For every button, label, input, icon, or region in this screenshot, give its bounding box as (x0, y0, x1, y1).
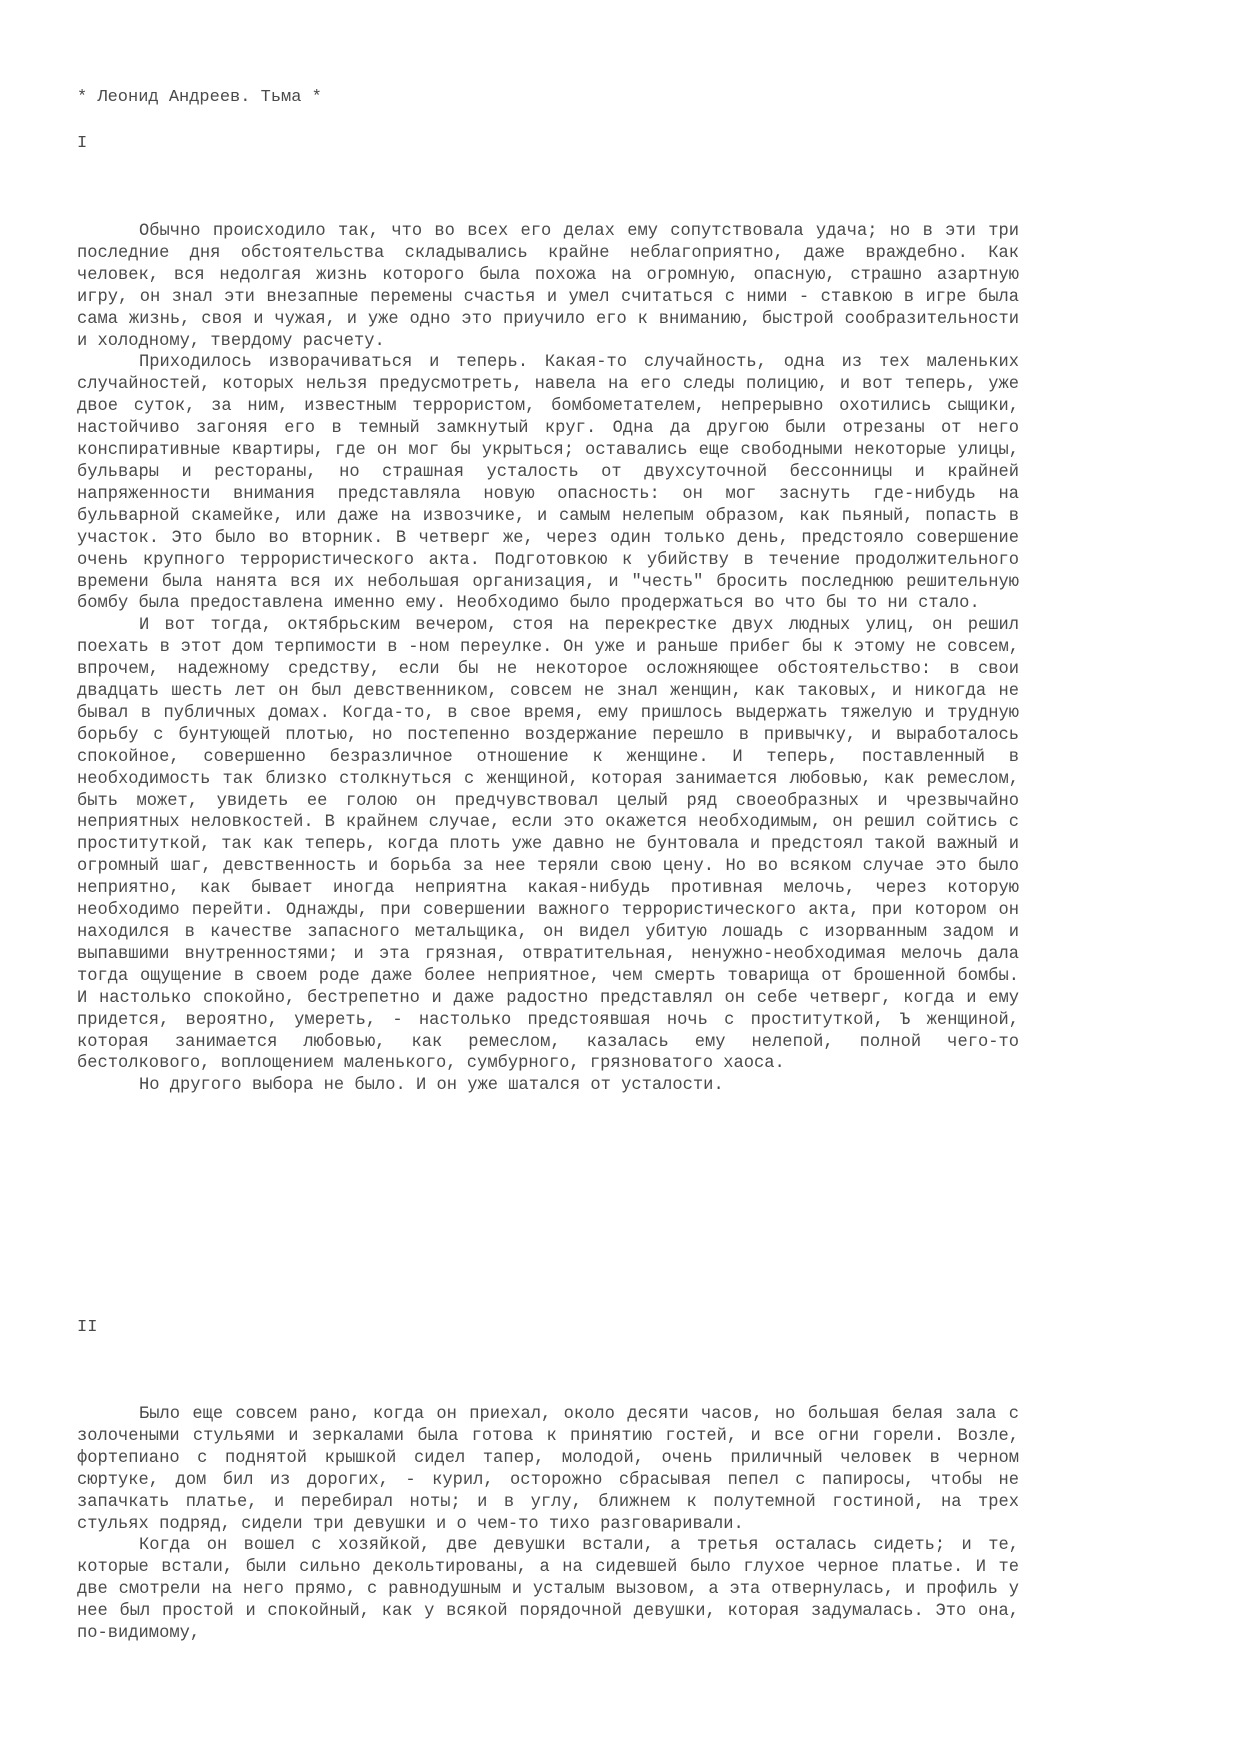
paragraph: Приходилось изворачиваться и теперь. Какая-то случайность, одна из тех маленьких случайностей, которых нельзя предусмотреть, навела на его следы полицию, и вот теперь, уже двое суток, за ним, известным террористом, бомбометателем, непрерывно охотились сыщики, настойчиво загоняя его в темный замкнутый круг. Одна да другою были отрезаны от него конспиративные квартиры, где он мог бы укрыться; оставались еще свободными некоторые улицы, бульвары и рестораны, но страшная усталость от двухсуточной бессонницы и крайней напряженности внимания представляла новую опасность: он мог заснуть где-нибудь на бульварной скамейке, или даже на извозчике, и самым нелепым образом, как пьяный, попасть в участок. Это было во вторник. В четверг же, через один только день, предстояло совершение очень крупного террористического акта. Подготовкою к убийству в течение продолжительного времени была нанята вся их небольшая организация, и "честь" бросить последнюю решительную бомбу была предоставлена именно ему. Необходимо было продержаться во что бы то ни стало. (77, 353, 1019, 614)
chapter-heading-1: I (77, 134, 88, 153)
paragraph: И вот тогда, октябрьским вечером, стоя на перекрестке двух людных улиц, он решил поехать в этот дом терпимости в -ном переулке. Он уже и раньше прибег бы к этому не совсем, впрочем, надежному средству, если бы не некоторое осложняющее обстоятельство: в свои двадцать шесть лет он был девственником, совсем не знал женщин, как таковых, и никогда не бывал в публичных домах. Когда-то, в свое время, ему пришлось выдержать тяжелую и трудную борьбу с бунтующей плотью, но постепенно воздержание перешло в привычку, и выработалось спокойное, совершенно безразличное отношение к женщине. И теперь, поставленный в необходимость так близко столкнуться с женщиной, которая занимается любовью, как ремеслом, быть может, увидеть ее голою он предчувствовал целый ряд своеобразных и чрезвычайно неприятных неловкостей. В крайнем случае, если это окажется необходимым, он решил сойтись с проституткой, так как теперь, когда плоть уже давно не бунтовала и предстоял такой важный и огромный шаг, девственность и борьба за нее теряли свою цену. Но во всяком случае это было неприятно, как бывает иногда неприятна какая-нибудь противная мелочь, через которую необходимо перейти. Однажды, при совершении важного террористического акта, при котором он находился в качестве запасного метальщика, он видел убитую лошадь с изорванным задом и выпавшими внутренностями; и эта грязная, отвратительная, ненужно-необходимая мелочь дала тогда ощущение в своем роде даже более неприятное, чем смерть товарища от брошенной бомбы. И настолько спокойно, бестрепетно и даже радостно представлял он себе четверг, когда и ему придется, вероятно, умереть, - настолько предстоявшая ночь с проституткой, Ъ женщиной, которая занимается любовью, как ремеслом, казалась ему нелепой, полной чего-то бестолкового, воплощением маленького, сумбурного, грязноватого хаоса. (77, 616, 1019, 1074)
chapter-1-text (77, 221, 1019, 1097)
paragraph: Было еще совсем рано, когда он приехал, около десяти часов, но большая белая зала с золочеными стульями и зеркалами была готова к принятию гостей, и все огни горели. Возле, фортепиано с поднятой крышкой сидел тапер, молодой, очень приличный человек в черном сюртуке, дом бил из дорогих, - курил, осторожно сбрасывая пепел с папиросы, чтобы не запачкать платье, и перебирал ноты; и в углу, ближнем к полутемной гостиной, на трех стульях подряд, сидели три девушки и о чем-то тихо разговаривали. (77, 1405, 1019, 1534)
document-title: * Леонид Андреев. Тьма * (77, 88, 322, 107)
paragraph: Когда он вошел с хозяйкой, две девушки встали, а третья осталась сидеть; и те, которые встали, были сильно декольтированы, а на сидевшей было глухое черное платье. И те две смотрели на него прямо, с равнодушным и усталым вызовом, а эта отвернулась, и профиль у нее был простой и спокойный, как у всякой порядочной девушки, которая задумалась. Это она, по-видимому, (77, 1536, 1019, 1644)
chapter-heading-2: II (77, 1318, 98, 1337)
paragraph: Обычно происходило так, что во всех его делах ему сопутствовала удача; но в эти три последние дня обстоятельства складывались крайне неблагоприятно, даже враждебно. Как человек, вся недолгая жизнь которого была похожа на огромную, опасную, страшно азартную игру, он знал эти внезапные перемены счастья и умел считаться с ними - ставкою в игре была сама жизнь, своя и чужая, и уже одно это приучило его к вниманию, быстрой сообразительности и холодному, твердому расчету. (77, 222, 1019, 351)
paragraph: Но другого выбора не было. И он уже шатался от усталости. (139, 1076, 724, 1096)
chapter-2-text (77, 1404, 1019, 1645)
